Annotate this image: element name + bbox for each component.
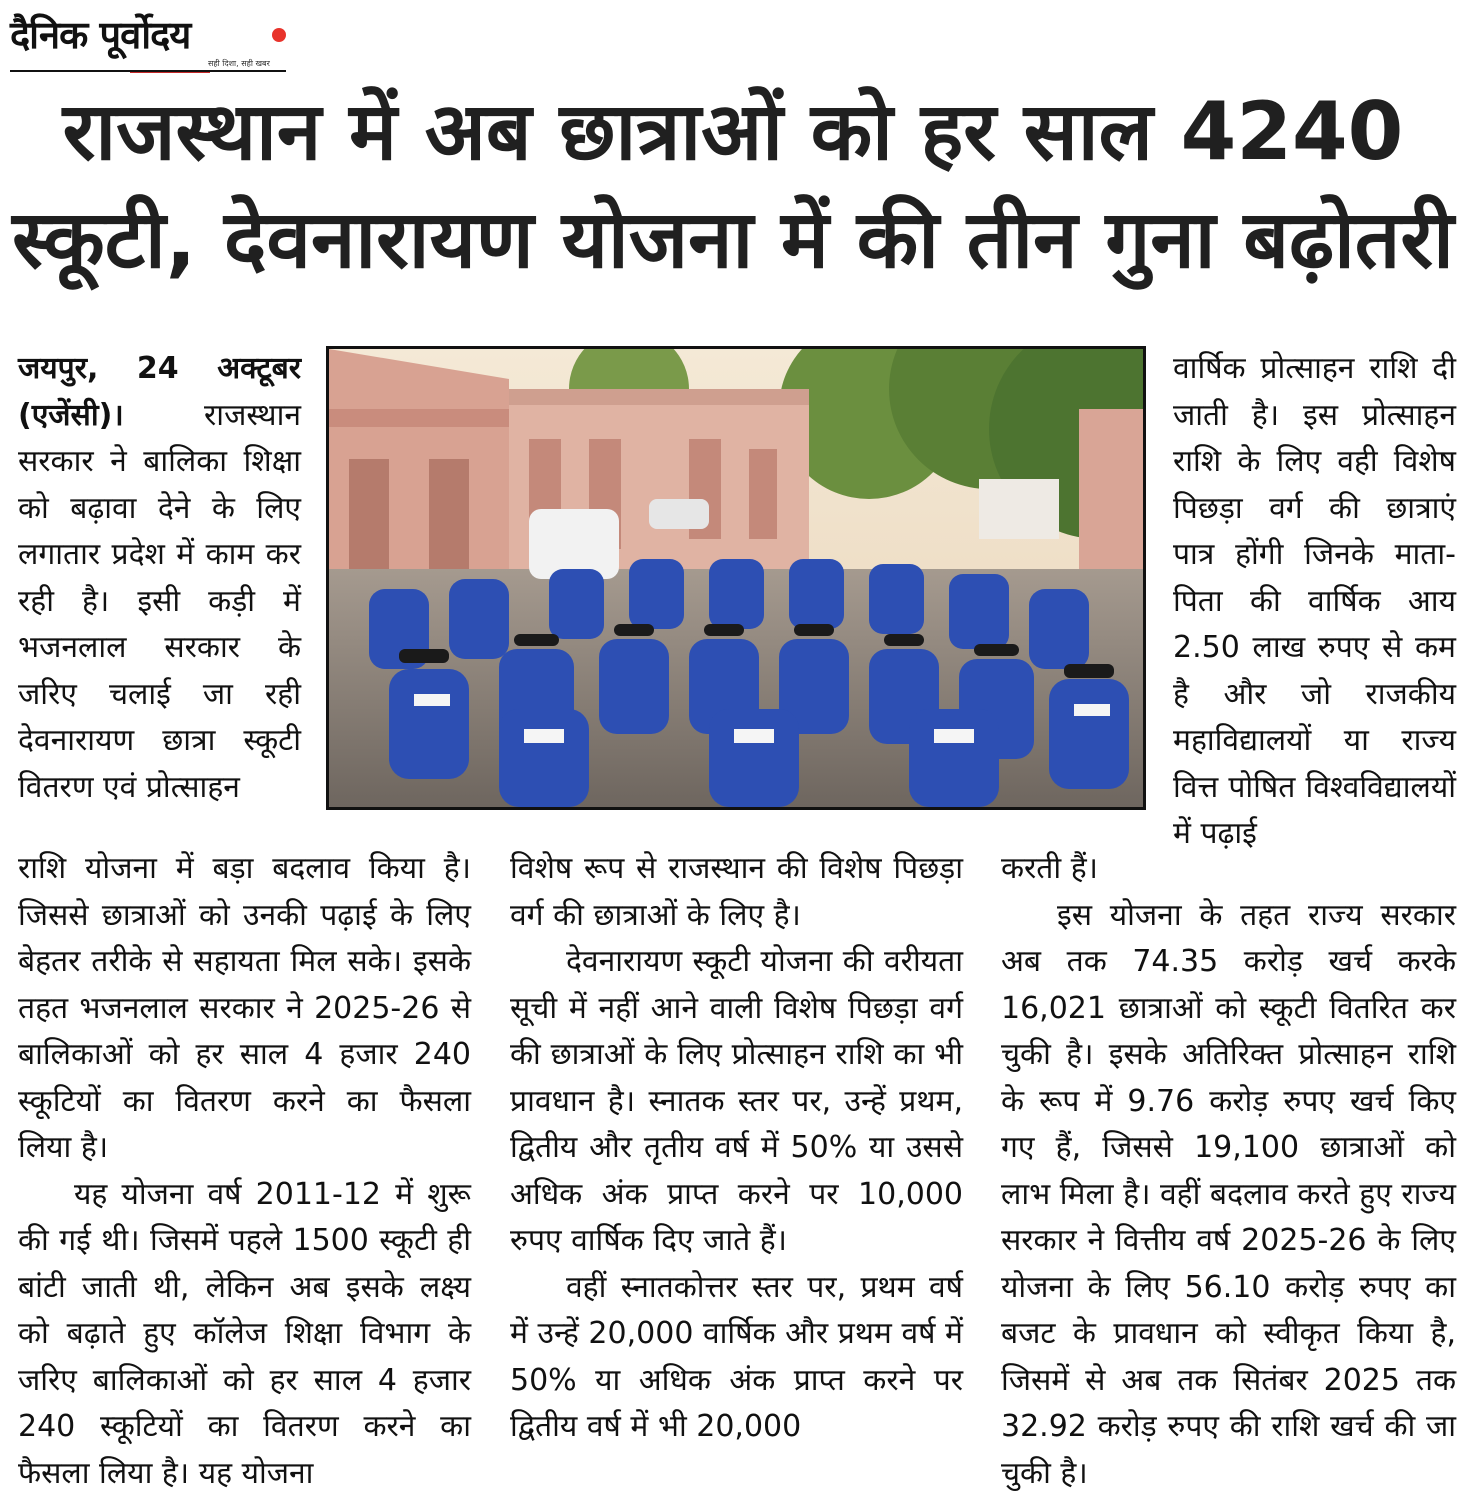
masthead-rule: [10, 70, 286, 72]
dateline: जयपुर, 24 अक्टूबर (एजेंसी)।: [18, 351, 301, 433]
article-text: राजस्थान सरकार ने बालिका शिक्षा को बढ़ावा देने के लिए लगातार प्रदेश में काम कर रही है। इसी कड़ी में भजनलाल सरकार के जरिए चलाई जा रही देवनारायण छात्रा स्कूटी वितरण एवं प्रोत्साहन: [18, 398, 301, 805]
headline-line-2: स्कूटी, देवनारायण योजना में की तीन गुना बढ़ोतरी: [0, 200, 1466, 280]
logo-dot: [272, 28, 286, 42]
article-paragraph: यह योजना वर्ष 2011-12 में शुरू की गई थी। जिसमें पहले 1500 स्कूटी ही बांटी जाती थी, लेकिन अब इसके लक्ष्य को बढ़ाते हुए कॉलेज शिक्षा विभाग के जरिए बालिकाओं को हर साल 4 हजार 240 स्कूटियों का वितरण करने का फैसला लिया है। यह योजना: [18, 1172, 471, 1497]
article-paragraph: विशेष रूप से राजस्थान की विशेष पिछड़ा वर्ग की छात्राओं के लिए है।: [510, 846, 963, 939]
article-column-3-top: [1173, 346, 1456, 858]
article-column-1-top: [18, 346, 301, 811]
article-paragraph: इस योजना के तहत राज्य सरकार अब तक 74.35 करोड़ खर्च करके 16,021 छात्राओं को स्कूटी वितरित कर चुकी है। इसके अतिरिक्त प्रोत्साहन राशि के रूप में 9.76 करोड़ रुपए खर्च किए गए हैं, जिससे 19,100 छात्राओं को लाभ मिला है। वहीं बदलाव करते हुए राज्य सरकार ने वित्तीय वर्ष 2025-26 के लिए योजना के लिए 56.10 करोड़ रुपए का बजट के प्रावधान को स्वीकृत किया है, जिसमें से अब तक सितंबर 2025 तक 32.92 करोड़ रुपए की राशि खर्च की जा चुकी है।: [1001, 893, 1456, 1497]
scooters-photo: [329, 349, 1143, 807]
newspaper-tagline: सही दिशा, सही खबर: [208, 58, 270, 69]
article-paragraph: वहीं स्नातकोत्तर स्तर पर, प्रथम वर्ष में उन्हें 20,000 वार्षिक और प्रथम वर्ष में 50% या अधिक अंक प्राप्त करने पर द्वितीय वर्ष में भी 20,000: [510, 1265, 963, 1451]
article-column-1-bottom: [18, 846, 471, 1497]
article-paragraph: करती हैं।: [1001, 846, 1456, 893]
article-paragraph: देवनारायण स्कूटी योजना की वरीयता सूची में नहीं आने वाली विशेष पिछड़ा वर्ग की छात्राओं के लिए प्रोत्साहन राशि का भी प्रावधान है। स्नातक स्तर पर, उन्हें प्रथम, द्वितीय और तृतीय वर्ष में 50% या उससे अधिक अंक प्राप्त करने पर 10,000 रुपए वार्षिक दिए जाते हैं।: [510, 939, 963, 1265]
article-column-2: [510, 846, 963, 1451]
article-column-3-bottom: [1001, 846, 1456, 1497]
headline-line-1: राजस्थान में अब छात्राओं को हर साल 4240: [0, 92, 1466, 172]
news-photo: [326, 346, 1146, 810]
article-paragraph: राशि योजना में बड़ा बदलाव किया है। जिससे छात्राओं को उनकी पढ़ाई के लिए बेहतर तरीके से सहायता मिल सके। इसके तहत भजनलाल सरकार ने 2025-26 से बालिकाओं को हर साल 4 हजार 240 स्कूटियों का वितरण करने का फैसला लिया है।: [18, 846, 471, 1172]
article-text: वार्षिक प्रोत्साहन राशि दी जाती है। इस प्रोत्साहन राशि के लिए वही विशेष पिछड़ा वर्ग की छात्राएं पात्र होंगी जिनके माता-पिता की वार्षिक आय 2.50 लाख रुपए से कम है और जो राजकीय महाविद्यालयों या राज्य वित्त पोषित विश्वविद्यालयों में पढ़ाई: [1173, 346, 1456, 858]
newspaper-logo: दैनिक पूर्वोदय: [10, 8, 190, 60]
masthead: [10, 8, 286, 72]
